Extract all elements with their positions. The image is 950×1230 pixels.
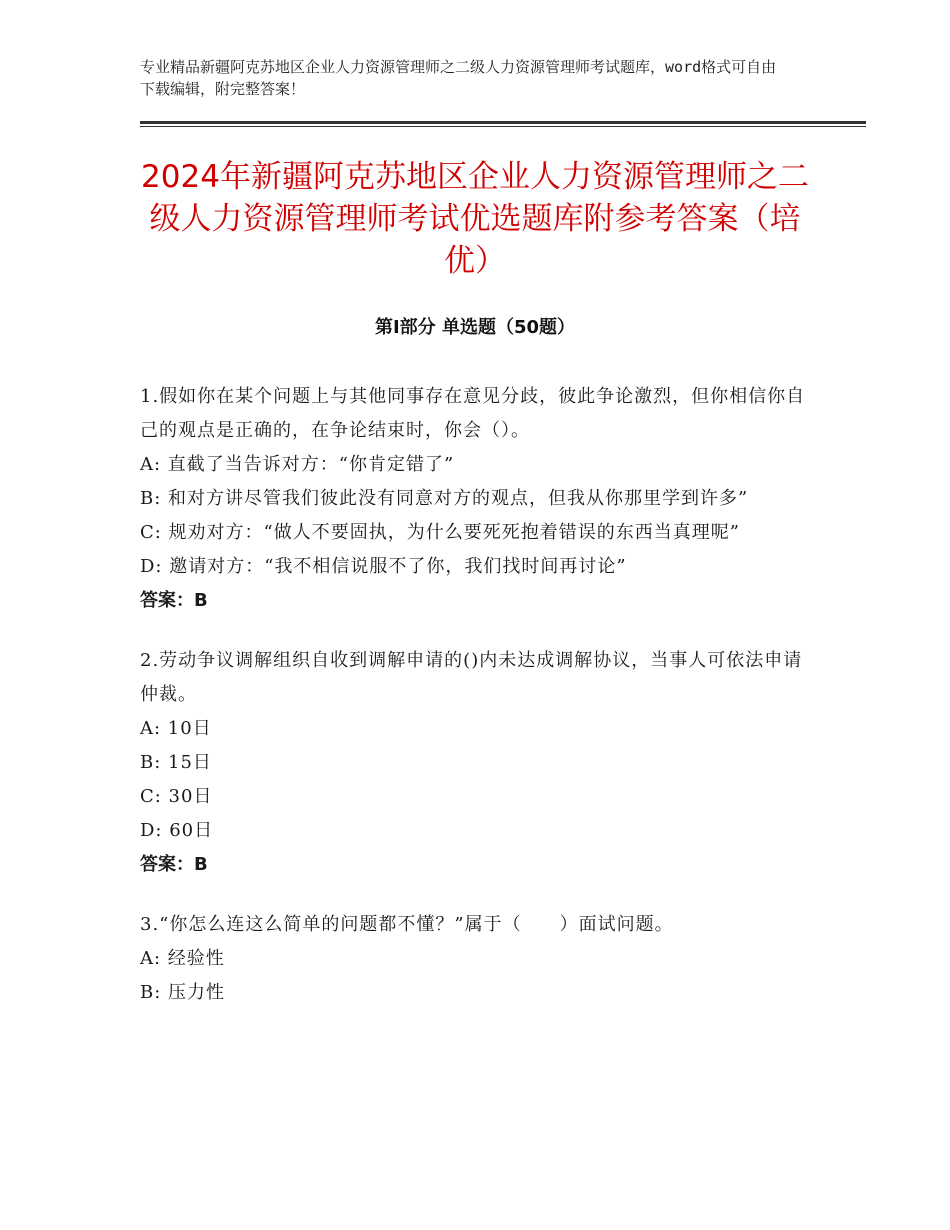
option-a: A: 经验性 <box>140 948 225 969</box>
question-1 <box>140 380 810 618</box>
option-b: B: 15日 <box>140 752 212 773</box>
question-stem: 2.劳动争议调解组织自收到调解申请的()内未达成调解协议，当事人可依法申请仲裁。 <box>140 650 803 705</box>
option-a: A: 直截了当告诉对方：“你肯定错了” <box>140 454 455 475</box>
question-stem: 1.假如你在某个问题上与其他同事存在意见分歧，彼此争论激烈，但你相信你自己的观点是正确的，在争论结束时，你会（）。 <box>140 386 806 441</box>
header-divider-thick <box>140 121 866 124</box>
option-c: C: 30日 <box>140 786 213 807</box>
option-b: B: 和对方讲尽管我们彼此没有同意对方的观点，但我从你那里学到许多” <box>140 488 749 509</box>
option-d: D: 60日 <box>140 820 214 841</box>
option-c: C: 规劝对方：“做人不要固执，为什么要死死抱着错误的东西当真理呢” <box>140 522 740 543</box>
answer: 答案：B <box>140 590 208 611</box>
document-title: 2024年新疆阿克苏地区企业人力资源管理师之二级人力资源管理师考试优选题库附参考答案（培优） <box>141 159 809 279</box>
option-b: B: 压力性 <box>140 982 226 1003</box>
question-3 <box>140 908 810 1010</box>
option-d: D: 邀请对方：“我不相信说服不了你，我们找时间再讨论” <box>140 556 627 577</box>
answer: 答案：B <box>140 854 208 875</box>
question-2 <box>140 644 810 882</box>
section-title: 第Ⅰ部分 单选题（50题） <box>374 317 575 338</box>
option-a: A: 10日 <box>140 718 212 739</box>
header-divider-thin <box>140 126 866 127</box>
question-stem: 3.“你怎么连这么简单的问题都不懂？”属于（ ）面试问题。 <box>140 914 674 935</box>
question-list <box>140 380 810 1036</box>
header-note: 专业精品新疆阿克苏地区企业人力资源管理师之二级人力资源管理师考试题库，word格式可自由下载编辑，附完整答案！ <box>140 58 777 98</box>
